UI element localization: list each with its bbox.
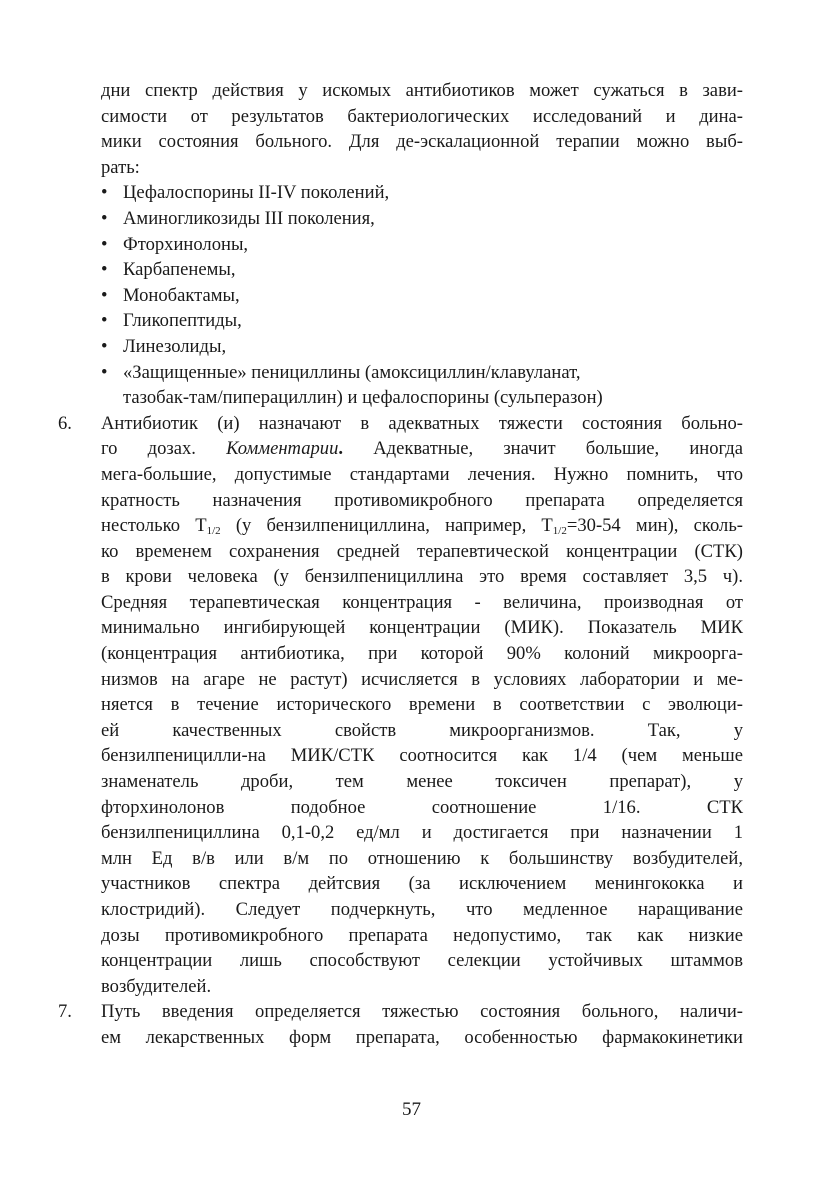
paragraph-line: Путь введения определяется тяжестью состояния больного, наличи-: [101, 1001, 743, 1023]
paragraph-line: бензилпеницилли-на МИК/СТК соотносится как 1/4 (чем меньше: [101, 745, 743, 767]
comment-label: Комментарии: [226, 438, 339, 460]
bullet-item: [101, 206, 743, 232]
paragraph-line: участников спектра дейтсвия (за исключением менингококка и: [101, 873, 743, 895]
comment-period: .: [338, 438, 344, 460]
paragraph-line: знаменатель дроби, тем менее токсичен препарат), у: [101, 771, 743, 793]
bullet-icon: •: [101, 361, 108, 383]
paragraph-line: возбудителей.: [101, 975, 212, 997]
bullet-item: [101, 360, 743, 386]
body-text: [58, 78, 743, 1051]
list-item-6: [58, 411, 743, 1000]
bullet-text: Аминогликозиды III поколения,: [123, 207, 375, 229]
paragraph-line: ем лекарственных форм препарата, особенностью фармакокинетики: [101, 1026, 743, 1048]
bullet-icon: •: [101, 233, 108, 255]
paragraph-line: Средняя терапевтическая концентрация - величина, производная от: [101, 591, 743, 613]
paragraph-line: низмов на агаре не растут) исчисляется в условиях лаборатории и ме-: [101, 668, 743, 690]
paragraph-line: в крови человека (у бензилпенициллина это время составляет 3,5 ч).: [101, 566, 743, 588]
bullet-text: Цефалоспорины II-IV поколений,: [123, 182, 390, 204]
list-item-7: [58, 999, 743, 1050]
paragraph-line: [101, 436, 743, 462]
bullet-icon: •: [101, 259, 108, 281]
bullet-icon: •: [101, 182, 108, 204]
text-run: (у бензилпенициллина, например, T: [220, 515, 553, 537]
paragraph-line: мики состояния больного. Для де-эскалационной терапии можно выб-: [101, 131, 743, 153]
bullet-text: Гликопептиды,: [123, 310, 242, 332]
bullet-item: [101, 232, 743, 258]
paragraph-line: (концентрация антибиотика, при которой 90% колоний микроорга-: [101, 643, 743, 665]
paragraph-line: минимально ингибирующей концентрации (МИК). Показатель МИК: [101, 617, 743, 639]
text-run: Адекватные, значит большие, иногда: [373, 438, 743, 460]
bullet-icon: •: [101, 335, 108, 357]
bullet-item: [101, 334, 743, 360]
bullet-text: Фторхинолоны,: [123, 233, 249, 255]
text-run: нестолько T: [101, 515, 207, 537]
bullet-icon: •: [101, 284, 108, 306]
paragraph-line: ко временем сохранения средней терапевтической концентрации (СТК): [101, 540, 743, 562]
bullet-text: Монобактамы,: [123, 284, 240, 306]
item-number: 6.: [58, 412, 72, 434]
paragraph-line: рать:: [101, 156, 140, 178]
bullet-item: [101, 283, 743, 309]
text-run: =30-54 мин), сколь-: [566, 515, 743, 537]
item-number: 7.: [58, 1001, 72, 1023]
paragraph-line: [101, 513, 743, 539]
paragraph-line: симости от результатов бактериологических исследований и дина-: [101, 105, 743, 127]
bullet-text: «Защищенные» пенициллины (амоксициллин/клавуланат,: [123, 361, 581, 383]
bullet-text: Линезолиды,: [123, 335, 227, 357]
paragraph-line: млн Ед в/в или в/м по отношению к большинству возбудителей,: [101, 847, 743, 869]
subscript: 1/2: [206, 525, 221, 538]
paragraph-line: дозы противомикробного препарата недопустимо, так как низкие: [101, 924, 743, 946]
text-run: го дозах.: [101, 438, 196, 460]
paragraph-line: дни спектр действия у искомых антибиотиков может сужаться в зави-: [101, 80, 743, 101]
bullet-icon: •: [101, 310, 108, 332]
paragraph-line: клостридий). Следует подчеркнуть, что медленное наращивание: [101, 899, 743, 920]
paragraph-line: Антибиотик (и) назначают в адекватных тяжести состояния больно-: [101, 412, 743, 434]
bullet-continuation: тазобак-там/пиперациллин) и цефалоспорины (сульперазон): [123, 387, 603, 409]
paragraph-line: фторхинолонов подобное соотношение 1/16. СТК: [101, 796, 743, 818]
paragraph-line: мега-большие, допустимые стандартами лечения. Нужно помнить, что: [101, 463, 743, 485]
paragraph-line: кратность назначения противомикробного препарата определяется: [101, 489, 743, 511]
page-number: 57: [402, 1099, 421, 1120]
bullet-item: [101, 180, 743, 206]
paragraph-line: няется в течение исторического времени в соответствии с эволюци-: [101, 694, 743, 716]
bullet-item: [101, 308, 743, 334]
subscript: 1/2: [552, 525, 567, 538]
paragraph-line: концентрации лишь способствуют селекции устойчивых штаммов: [101, 950, 743, 972]
paragraph-line: ей качественных свойств микроорганизмов. Так, у: [101, 719, 743, 741]
bullet-text: Карбапенемы,: [123, 259, 236, 281]
paragraph-line: бензилпенициллина 0,1-0,2 ед/мл и достигается при назначении 1: [101, 822, 743, 844]
bullet-icon: •: [101, 207, 108, 229]
bullet-item: [101, 257, 743, 283]
